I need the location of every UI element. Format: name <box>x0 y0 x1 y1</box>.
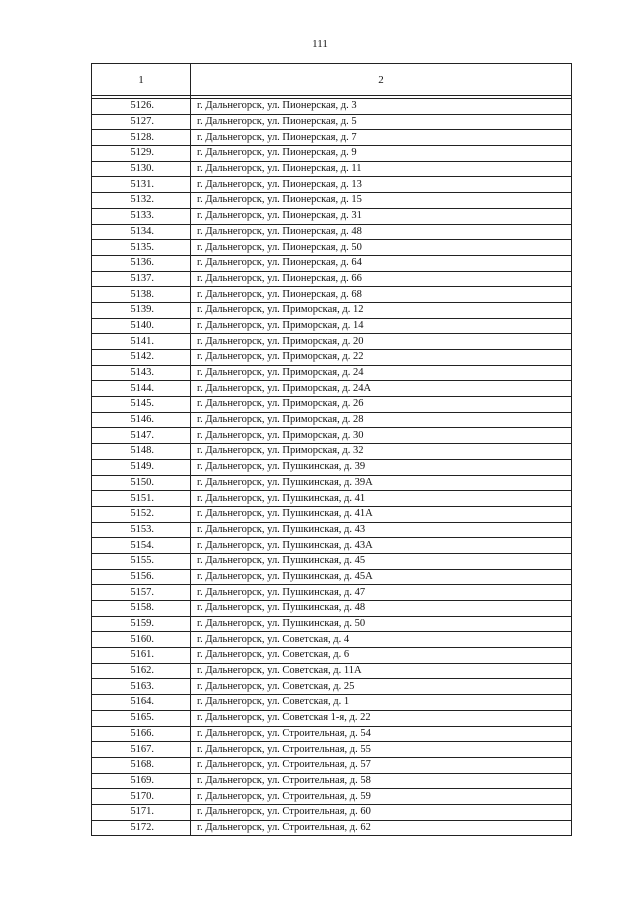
table-row <box>92 444 572 460</box>
table-row <box>92 428 572 444</box>
table-row <box>92 632 572 648</box>
row-number-cell: 5136. <box>92 255 191 271</box>
address-cell: г. Дальнегорск, ул. Приморская, д. 26 <box>191 397 572 413</box>
row-number-cell: 5157. <box>92 585 191 601</box>
address-cell: г. Дальнегорск, ул. Пушкинская, д. 45 <box>191 553 572 569</box>
table-row <box>92 271 572 287</box>
address-cell: г. Дальнегорск, ул. Приморская, д. 20 <box>191 334 572 350</box>
address-cell: г. Дальнегорск, ул. Пионерская, д. 11 <box>191 161 572 177</box>
address-cell: г. Дальнегорск, ул. Пушкинская, д. 47 <box>191 585 572 601</box>
row-number-cell: 5126. <box>92 99 191 115</box>
row-number-cell: 5129. <box>92 146 191 162</box>
table-row <box>92 334 572 350</box>
row-number-cell: 5138. <box>92 287 191 303</box>
address-cell: г. Дальнегорск, ул. Советская, д. 4 <box>191 632 572 648</box>
row-number-cell: 5158. <box>92 601 191 617</box>
table-row <box>92 255 572 271</box>
address-cell: г. Дальнегорск, ул. Строительная, д. 55 <box>191 742 572 758</box>
address-cell: г. Дальнегорск, ул. Советская, д. 6 <box>191 648 572 664</box>
address-cell: г. Дальнегорск, ул. Пушкинская, д. 48 <box>191 601 572 617</box>
address-cell: г. Дальнегорск, ул. Приморская, д. 24А <box>191 381 572 397</box>
address-cell: г. Дальнегорск, ул. Строительная, д. 59 <box>191 789 572 805</box>
table-row <box>92 820 572 836</box>
table-row <box>92 302 572 318</box>
table-row <box>92 585 572 601</box>
address-cell: г. Дальнегорск, ул. Пионерская, д. 13 <box>191 177 572 193</box>
address-cell: г. Дальнегорск, ул. Пионерская, д. 50 <box>191 240 572 256</box>
row-number-cell: 5171. <box>92 804 191 820</box>
row-number-cell: 5127. <box>92 114 191 130</box>
address-cell: г. Дальнегорск, ул. Пионерская, д. 48 <box>191 224 572 240</box>
address-cell: г. Дальнегорск, ул. Пушкинская, д. 45А <box>191 569 572 585</box>
table-body <box>92 99 572 836</box>
table-row <box>92 99 572 115</box>
table-row <box>92 506 572 522</box>
table-row <box>92 161 572 177</box>
address-cell: г. Дальнегорск, ул. Пионерская, д. 31 <box>191 208 572 224</box>
row-number-cell: 5163. <box>92 679 191 695</box>
row-number-cell: 5167. <box>92 742 191 758</box>
table-row <box>92 130 572 146</box>
row-number-cell: 5144. <box>92 381 191 397</box>
row-number-cell: 5146. <box>92 412 191 428</box>
row-number-cell: 5153. <box>92 522 191 538</box>
address-cell: г. Дальнегорск, ул. Советская, д. 25 <box>191 679 572 695</box>
table-row <box>92 804 572 820</box>
table-row <box>92 475 572 491</box>
address-cell: г. Дальнегорск, ул. Пушкинская, д. 43А <box>191 538 572 554</box>
row-number-cell: 5156. <box>92 569 191 585</box>
address-cell: г. Дальнегорск, ул. Приморская, д. 32 <box>191 444 572 460</box>
table-row <box>92 365 572 381</box>
page-number: 111 <box>312 38 328 50</box>
row-number-cell: 5128. <box>92 130 191 146</box>
table-row <box>92 397 572 413</box>
address-cell: г. Дальнегорск, ул. Приморская, д. 22 <box>191 350 572 366</box>
address-cell: г. Дальнегорск, ул. Пушкинская, д. 39 <box>191 459 572 475</box>
address-cell: г. Дальнегорск, ул. Советская 1-я, д. 22 <box>191 710 572 726</box>
table-row <box>92 742 572 758</box>
table-row <box>92 318 572 334</box>
row-number-cell: 5149. <box>92 459 191 475</box>
row-number-cell: 5160. <box>92 632 191 648</box>
table-row <box>92 695 572 711</box>
address-cell: г. Дальнегорск, ул. Строительная, д. 62 <box>191 820 572 836</box>
table-row <box>92 522 572 538</box>
row-number-cell: 5131. <box>92 177 191 193</box>
address-cell: г. Дальнегорск, ул. Пушкинская, д. 50 <box>191 616 572 632</box>
table-row <box>92 146 572 162</box>
row-number-cell: 5142. <box>92 350 191 366</box>
address-cell: г. Дальнегорск, ул. Советская, д. 11А <box>191 663 572 679</box>
address-cell: г. Дальнегорск, ул. Пушкинская, д. 41А <box>191 506 572 522</box>
column-header-address: 2 <box>191 64 572 96</box>
address-cell: г. Дальнегорск, ул. Строительная, д. 54 <box>191 726 572 742</box>
table-row <box>92 208 572 224</box>
address-cell: г. Дальнегорск, ул. Пионерская, д. 3 <box>191 99 572 115</box>
table-row <box>92 224 572 240</box>
row-number-cell: 5137. <box>92 271 191 287</box>
row-number-cell: 5166. <box>92 726 191 742</box>
table-row <box>92 553 572 569</box>
row-number-cell: 5139. <box>92 302 191 318</box>
address-cell: г. Дальнегорск, ул. Пионерская, д. 7 <box>191 130 572 146</box>
row-number-cell: 5143. <box>92 365 191 381</box>
address-cell: г. Дальнегорск, ул. Советская, д. 1 <box>191 695 572 711</box>
address-cell: г. Дальнегорск, ул. Пионерская, д. 15 <box>191 193 572 209</box>
row-number-cell: 5135. <box>92 240 191 256</box>
address-cell: г. Дальнегорск, ул. Приморская, д. 14 <box>191 318 572 334</box>
table-row <box>92 114 572 130</box>
table-row <box>92 287 572 303</box>
address-cell: г. Дальнегорск, ул. Строительная, д. 57 <box>191 757 572 773</box>
table-row <box>92 193 572 209</box>
row-number-cell: 5161. <box>92 648 191 664</box>
table-row <box>92 381 572 397</box>
row-number-cell: 5148. <box>92 444 191 460</box>
table-header <box>92 64 572 99</box>
address-table <box>91 63 572 836</box>
table-row <box>92 538 572 554</box>
row-number-cell: 5130. <box>92 161 191 177</box>
row-number-cell: 5141. <box>92 334 191 350</box>
table-row <box>92 459 572 475</box>
table-row <box>92 412 572 428</box>
row-number-cell: 5168. <box>92 757 191 773</box>
row-number-cell: 5132. <box>92 193 191 209</box>
address-cell: г. Дальнегорск, ул. Пионерская, д. 5 <box>191 114 572 130</box>
row-number-cell: 5162. <box>92 663 191 679</box>
table-row <box>92 726 572 742</box>
address-cell: г. Дальнегорск, ул. Пушкинская, д. 43 <box>191 522 572 538</box>
table-row <box>92 773 572 789</box>
address-cell: г. Дальнегорск, ул. Пионерская, д. 66 <box>191 271 572 287</box>
table-row <box>92 757 572 773</box>
table-row <box>92 569 572 585</box>
address-cell: г. Дальнегорск, ул. Пионерская, д. 68 <box>191 287 572 303</box>
row-number-cell: 5165. <box>92 710 191 726</box>
row-number-cell: 5145. <box>92 397 191 413</box>
address-cell: г. Дальнегорск, ул. Пионерская, д. 9 <box>191 146 572 162</box>
row-number-cell: 5164. <box>92 695 191 711</box>
table-row <box>92 177 572 193</box>
row-number-cell: 5147. <box>92 428 191 444</box>
address-cell: г. Дальнегорск, ул. Приморская, д. 12 <box>191 302 572 318</box>
row-number-cell: 5172. <box>92 820 191 836</box>
table-row <box>92 789 572 805</box>
row-number-cell: 5133. <box>92 208 191 224</box>
row-number-cell: 5152. <box>92 506 191 522</box>
table-row <box>92 648 572 664</box>
row-number-cell: 5151. <box>92 491 191 507</box>
table-row <box>92 679 572 695</box>
address-cell: г. Дальнегорск, ул. Приморская, д. 28 <box>191 412 572 428</box>
row-number-cell: 5169. <box>92 773 191 789</box>
table-row <box>92 616 572 632</box>
address-cell: г. Дальнегорск, ул. Строительная, д. 58 <box>191 773 572 789</box>
row-number-cell: 5140. <box>92 318 191 334</box>
address-cell: г. Дальнегорск, ул. Пушкинская, д. 41 <box>191 491 572 507</box>
table-row <box>92 601 572 617</box>
address-cell: г. Дальнегорск, ул. Пушкинская, д. 39А <box>191 475 572 491</box>
row-number-cell: 5154. <box>92 538 191 554</box>
table-row <box>92 491 572 507</box>
table-row <box>92 240 572 256</box>
table-row <box>92 710 572 726</box>
address-cell: г. Дальнегорск, ул. Строительная, д. 60 <box>191 804 572 820</box>
address-cell: г. Дальнегорск, ул. Приморская, д. 30 <box>191 428 572 444</box>
address-cell: г. Дальнегорск, ул. Пионерская, д. 64 <box>191 255 572 271</box>
row-number-cell: 5159. <box>92 616 191 632</box>
row-number-cell: 5134. <box>92 224 191 240</box>
row-number-cell: 5170. <box>92 789 191 805</box>
table-row <box>92 350 572 366</box>
table-row <box>92 663 572 679</box>
column-header-number: 1 <box>92 64 191 96</box>
address-cell: г. Дальнегорск, ул. Приморская, д. 24 <box>191 365 572 381</box>
row-number-cell: 5150. <box>92 475 191 491</box>
row-number-cell: 5155. <box>92 553 191 569</box>
